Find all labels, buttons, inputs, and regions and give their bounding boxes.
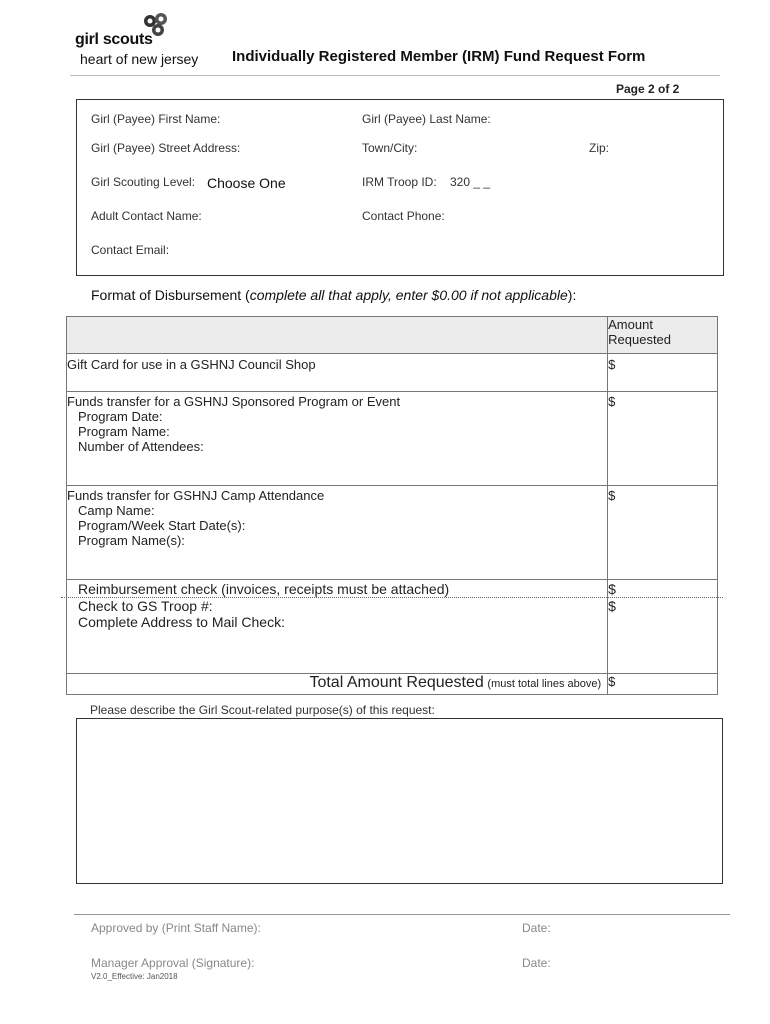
program-amount[interactable]: $ [608,392,718,486]
reimbursement-option: Reimbursement check (invoices, receipts must be attached) [61,581,607,598]
total-amount[interactable]: $ [608,674,718,695]
logo-tagline: heart of new jersey [80,51,199,67]
header-divider [70,75,720,76]
table-row [67,486,718,580]
contact-email-field[interactable]: Contact Email: [91,243,170,257]
camp-name-field[interactable]: Camp Name: [78,503,155,518]
program-date-field[interactable]: Program Date: [78,409,163,424]
check-troop-field[interactable]: Check to GS Troop #: [78,598,213,614]
table-row [67,392,718,486]
manager-signature-field[interactable]: Manager Approval (Signature): [91,956,255,970]
troop-check-amount[interactable]: $ [608,598,616,614]
version-note: V2.0_Effective: Jan2018 [91,972,178,981]
street-address-field[interactable]: Girl (Payee) Street Address: [91,141,241,155]
purpose-textarea[interactable] [76,718,723,884]
manager-date-field[interactable]: Date: [522,956,551,970]
reimbursement-amount[interactable]: $ [602,581,723,598]
first-name-field[interactable]: Girl (Payee) First Name: [91,112,221,126]
amount-header: Amount Requested [608,317,718,354]
approval-date-field[interactable]: Date: [522,921,551,935]
camp-option: Funds transfer for GSHNJ Camp Attendance [67,488,325,503]
table-header-blank [67,317,608,354]
form-title: Individually Registered Member (IRM) Fund Request Form [232,48,646,65]
level-label: Girl Scouting Level: [91,175,196,189]
last-name-field[interactable]: Girl (Payee) Last Name: [362,112,491,126]
troop-id-field[interactable]: 320 _ _ [450,175,491,189]
mail-address-field[interactable]: Complete Address to Mail Check: [78,614,285,630]
table-row [67,674,718,695]
adult-contact-field[interactable]: Adult Contact Name: [91,209,202,223]
page-number: Page 2 of 2 [616,82,680,96]
program-names-field[interactable]: Program Name(s): [78,533,185,548]
total-label-cell [67,674,608,695]
contact-phone-field[interactable]: Contact Phone: [362,209,445,223]
attendees-field[interactable]: Number of Attendees: [78,439,204,454]
troop-id-label: IRM Troop ID: [362,175,437,189]
table-row [67,580,718,674]
week-start-field[interactable]: Program/Week Start Date(s): [78,518,246,533]
logo-wordmark: girl scouts [75,31,153,48]
zip-field[interactable]: Zip: [589,141,610,155]
approved-by-field[interactable]: Approved by (Print Staff Name): [91,921,261,935]
total-note: (must total lines above) [487,678,602,690]
program-option: Funds transfer for a GSHNJ Sponsored Program or Event [67,394,401,409]
approval-divider [74,914,730,915]
table-row [67,354,718,392]
disbursement-table [66,316,718,695]
camp-amount[interactable]: $ [608,486,718,580]
total-label: Total Amount Requested [309,674,484,691]
gift-card-option: Gift Card for use in a GSHNJ Council Shop [67,354,608,392]
town-field[interactable]: Town/City: [362,141,418,155]
disbursement-heading: Format of Disbursement (complete all that apply, enter $0.00 if not applicable): [91,287,577,303]
gift-card-amount[interactable]: $ [608,354,718,392]
program-name-field[interactable]: Program Name: [78,424,170,439]
purpose-label: Please describe the Girl Scout-related purpose(s) of this request: [90,703,435,717]
level-dropdown[interactable]: Choose One [207,175,286,191]
